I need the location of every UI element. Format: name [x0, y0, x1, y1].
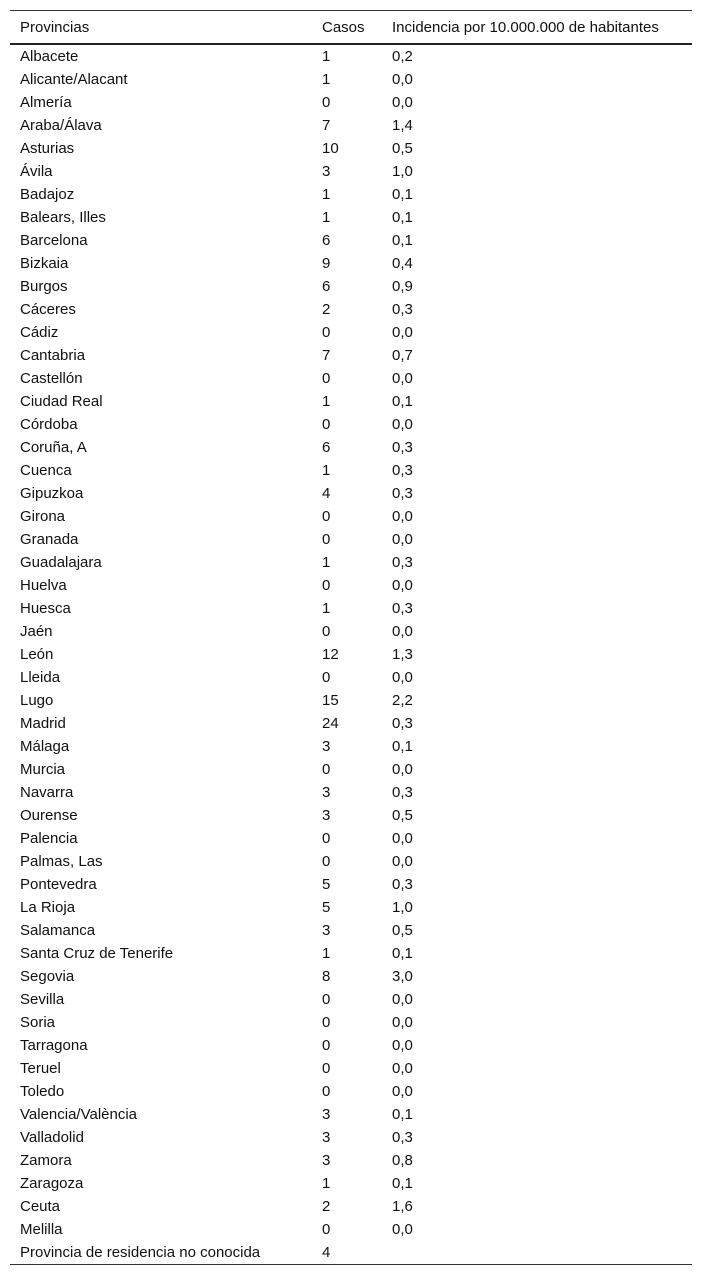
- cell-casos: 1: [322, 209, 331, 226]
- cell-incidencia: 0,1: [392, 209, 413, 226]
- cell-provincia: Soria: [20, 1014, 56, 1031]
- data-table-container: [10, 10, 692, 1265]
- table-row: [10, 574, 692, 597]
- cell-casos: 6: [322, 439, 331, 456]
- cell-incidencia: 0,0: [392, 830, 413, 847]
- cell-incidencia: 0,1: [392, 1106, 413, 1123]
- cell-incidencia: 0,8: [392, 1152, 413, 1169]
- cell-casos: 5: [322, 899, 331, 916]
- cell-casos: 0: [322, 370, 331, 387]
- cell-casos: 15: [322, 692, 339, 709]
- cell-provincia: Málaga: [20, 738, 70, 755]
- cell-casos: 0: [322, 94, 331, 111]
- cell-casos: 1: [322, 462, 331, 479]
- table-row: [10, 1034, 692, 1057]
- cell-casos: 1: [322, 71, 331, 88]
- cell-casos: 3: [322, 784, 331, 801]
- cell-provincia: León: [20, 646, 54, 663]
- table-row: [10, 1195, 692, 1218]
- cell-incidencia: 0,3: [392, 439, 413, 456]
- cell-casos: 9: [322, 255, 331, 272]
- cell-casos: 0: [322, 324, 331, 341]
- table-row: [10, 1218, 692, 1241]
- cell-incidencia: 0,0: [392, 508, 413, 525]
- cell-casos: 7: [322, 117, 331, 134]
- cell-incidencia: 0,0: [392, 324, 413, 341]
- cell-provincia: Valladolid: [20, 1129, 84, 1146]
- table-row: [10, 298, 692, 321]
- cell-incidencia: 0,0: [392, 761, 413, 778]
- cell-incidencia: 2,2: [392, 692, 413, 709]
- table-row: [10, 44, 692, 68]
- cell-casos: 0: [322, 508, 331, 525]
- cell-incidencia: 1,3: [392, 646, 413, 663]
- cell-casos: 5: [322, 876, 331, 893]
- cell-provincia: Ávila: [20, 163, 53, 180]
- cell-incidencia: 0,3: [392, 715, 413, 732]
- cell-provincia: Murcia: [20, 761, 66, 778]
- cell-incidencia: 0,5: [392, 807, 413, 824]
- cell-incidencia: 0,0: [392, 1221, 413, 1238]
- table-row: [10, 666, 692, 689]
- cell-provincia: Segovia: [20, 968, 75, 985]
- cell-incidencia: 0,0: [392, 94, 413, 111]
- cell-provincia: Jaén: [20, 623, 53, 640]
- cell-casos: 0: [322, 577, 331, 594]
- table-row: [10, 988, 692, 1011]
- table-row: [10, 873, 692, 896]
- cell-provincia: Santa Cruz de Tenerife: [20, 945, 174, 962]
- cell-provincia: Bizkaia: [20, 255, 69, 272]
- cell-incidencia: 1,6: [392, 1198, 413, 1215]
- table-row: [10, 229, 692, 252]
- cell-casos: 6: [322, 278, 331, 295]
- cell-provincia: Ceuta: [20, 1198, 61, 1215]
- table-body: [10, 44, 692, 1265]
- table-row: [10, 344, 692, 367]
- table-row: [10, 1241, 692, 1265]
- cell-provincia: Huesca: [20, 600, 71, 617]
- cell-casos: 0: [322, 531, 331, 548]
- table-row: [10, 183, 692, 206]
- cell-incidencia: 1,0: [392, 163, 413, 180]
- cell-incidencia: 0,1: [392, 186, 413, 203]
- cell-incidencia: 0,2: [392, 48, 413, 65]
- cell-casos: 3: [322, 1152, 331, 1169]
- table-row: [10, 712, 692, 735]
- cell-casos: 6: [322, 232, 331, 249]
- cell-provincia: Cantabria: [20, 347, 86, 364]
- table-row: [10, 436, 692, 459]
- cell-provincia: Araba/Álava: [20, 117, 102, 134]
- cell-incidencia: 0,4: [392, 255, 413, 272]
- cell-casos: 1: [322, 393, 331, 410]
- cell-provincia: Coruña, A: [20, 439, 87, 456]
- table-row: [10, 643, 692, 666]
- table-row: [10, 551, 692, 574]
- cell-provincia: Girona: [20, 508, 66, 525]
- cell-casos: 0: [322, 1083, 331, 1100]
- cell-incidencia: 0,0: [392, 1014, 413, 1031]
- cell-provincia: Provincia de residencia no conocida: [10, 1241, 312, 1265]
- cell-provincia: Gipuzkoa: [20, 485, 84, 502]
- cell-provincia: Asturias: [20, 140, 75, 157]
- table-row: [10, 275, 692, 298]
- cell-incidencia: 0,1: [392, 393, 413, 410]
- table-row: [10, 1126, 692, 1149]
- cell-casos: 0: [322, 1037, 331, 1054]
- cell-casos: 3: [322, 1106, 331, 1123]
- cell-provincia: Burgos: [20, 278, 68, 295]
- cell-provincia: Valencia/València: [20, 1106, 138, 1123]
- cell-casos: 1: [322, 945, 331, 962]
- cell-casos: 0: [322, 830, 331, 847]
- cell-provincia: Palmas, Las: [20, 853, 103, 870]
- cell-provincia: Cádiz: [20, 324, 59, 341]
- table-row: [10, 919, 692, 942]
- table-row: [10, 827, 692, 850]
- cell-incidencia: 0,0: [392, 1037, 413, 1054]
- cell-casos: 0: [322, 669, 331, 686]
- cell-casos: 4: [322, 485, 331, 502]
- header-row: [10, 11, 692, 45]
- cell-incidencia: 1,4: [392, 117, 413, 134]
- cell-incidencia: 0,1: [392, 945, 413, 962]
- table-row: [10, 367, 692, 390]
- cell-provincia: Cuenca: [20, 462, 72, 479]
- table-row: [10, 413, 692, 436]
- cell-casos: 2: [322, 301, 331, 318]
- cell-provincia: Almería: [20, 94, 72, 111]
- cell-incidencia: 0,0: [392, 1060, 413, 1077]
- cell-provincia: Madrid: [20, 715, 66, 732]
- cell-provincia: Toledo: [20, 1083, 65, 1100]
- cell-provincia: Guadalajara: [20, 554, 102, 571]
- table-row: [10, 965, 692, 988]
- table-row: [10, 597, 692, 620]
- cell-incidencia: 0,0: [392, 416, 413, 433]
- cell-provincia: Granada: [20, 531, 79, 548]
- cell-incidencia: 0,3: [392, 1129, 413, 1146]
- cell-incidencia: 0,3: [392, 554, 413, 571]
- cell-provincia: Lleida: [20, 669, 61, 686]
- table-row: [10, 114, 692, 137]
- cell-incidencia: 1,0: [392, 899, 413, 916]
- cell-casos: 1: [322, 1175, 331, 1192]
- cell-casos: 7: [322, 347, 331, 364]
- cell-provincia: Navarra: [20, 784, 74, 801]
- table-row: [10, 1080, 692, 1103]
- cell-provincia: La Rioja: [20, 899, 76, 916]
- cell-casos: 0: [322, 1060, 331, 1077]
- table-row: [10, 1057, 692, 1080]
- cell-incidencia: 0,5: [392, 922, 413, 939]
- cell-provincia: Zamora: [20, 1152, 72, 1169]
- cell-casos: 1: [322, 186, 331, 203]
- provinces-table: [10, 10, 692, 1265]
- cell-casos: 3: [322, 738, 331, 755]
- cell-incidencia: 0,0: [392, 623, 413, 640]
- header-incidencia: Incidencia por 10.000.000 de habitantes: [382, 11, 692, 45]
- cell-incidencia: 0,3: [392, 462, 413, 479]
- cell-casos: 0: [322, 416, 331, 433]
- cell-incidencia: 0,3: [392, 301, 413, 318]
- cell-casos: 3: [322, 163, 331, 180]
- cell-incidencia: 0,9: [392, 278, 413, 295]
- cell-casos: 3: [322, 922, 331, 939]
- table-row: [10, 1149, 692, 1172]
- table-row: [10, 91, 692, 114]
- cell-casos: 1: [322, 48, 331, 65]
- table-row: [10, 252, 692, 275]
- cell-provincia: Sevilla: [20, 991, 65, 1008]
- header-provincias: Provincias: [10, 11, 312, 45]
- cell-incidencia: 0,0: [392, 531, 413, 548]
- cell-incidencia: 0,0: [392, 991, 413, 1008]
- cell-incidencia: 0,1: [392, 738, 413, 755]
- table-row: [10, 528, 692, 551]
- cell-casos: 0: [322, 991, 331, 1008]
- cell-casos: 3: [322, 807, 331, 824]
- cell-provincia: Balears, Illes: [20, 209, 106, 226]
- table-row: [10, 505, 692, 528]
- cell-casos: 0: [322, 1221, 331, 1238]
- table-header: [10, 11, 692, 45]
- cell-provincia: Ciudad Real: [20, 393, 103, 410]
- cell-provincia: Badajoz: [20, 186, 75, 203]
- table-row: [10, 804, 692, 827]
- table-row: [10, 689, 692, 712]
- cell-provincia: Palencia: [20, 830, 78, 847]
- cell-casos: 0: [322, 761, 331, 778]
- header-casos: Casos: [312, 11, 382, 45]
- table-row: [10, 390, 692, 413]
- cell-incidencia: 0,0: [392, 577, 413, 594]
- cell-casos: 10: [322, 140, 339, 157]
- table-row: [10, 1172, 692, 1195]
- cell-casos: 1: [322, 600, 331, 617]
- table-row: [10, 206, 692, 229]
- cell-provincia: Córdoba: [20, 416, 78, 433]
- cell-incidencia: 3,0: [392, 968, 413, 985]
- cell-incidencia: 0,0: [392, 669, 413, 686]
- cell-provincia: Zaragoza: [20, 1175, 84, 1192]
- cell-provincia: Melilla: [20, 1221, 63, 1238]
- cell-casos: 0: [322, 623, 331, 640]
- cell-provincia: Tarragona: [20, 1037, 88, 1054]
- table-row: [10, 482, 692, 505]
- cell-incidencia: 0,3: [392, 600, 413, 617]
- cell-casos: 24: [322, 715, 339, 732]
- table-row: [10, 1011, 692, 1034]
- cell-casos: 1: [322, 554, 331, 571]
- cell-provincia: Castellón: [20, 370, 83, 387]
- cell-casos: 4: [312, 1241, 382, 1265]
- table-row: [10, 758, 692, 781]
- cell-provincia: Teruel: [20, 1060, 61, 1077]
- cell-casos: 0: [322, 853, 331, 870]
- cell-incidencia: 0,0: [392, 370, 413, 387]
- table-row: [10, 620, 692, 643]
- cell-incidencia: 0,1: [392, 232, 413, 249]
- cell-provincia: Salamanca: [20, 922, 96, 939]
- cell-provincia: Pontevedra: [20, 876, 97, 893]
- cell-incidencia: 0,0: [392, 71, 413, 88]
- cell-provincia: Lugo: [20, 692, 54, 709]
- table-row: [10, 321, 692, 344]
- table-row: [10, 896, 692, 919]
- cell-provincia: Albacete: [20, 48, 79, 65]
- cell-incidencia: 0,7: [392, 347, 413, 364]
- table-row: [10, 459, 692, 482]
- table-row: [10, 850, 692, 873]
- cell-incidencia: 0,3: [392, 876, 413, 893]
- cell-casos: 3: [322, 1129, 331, 1146]
- table-row: [10, 735, 692, 758]
- table-row: [10, 1103, 692, 1126]
- cell-incidencia: 0,3: [392, 485, 413, 502]
- table-row: [10, 137, 692, 160]
- cell-incidencia: 0,0: [392, 853, 413, 870]
- cell-casos: 12: [322, 646, 339, 663]
- cell-casos: 8: [322, 968, 331, 985]
- cell-provincia: Ourense: [20, 807, 78, 824]
- cell-provincia: Cáceres: [20, 301, 76, 318]
- cell-incidencia: [382, 1241, 692, 1265]
- cell-incidencia: 0,3: [392, 784, 413, 801]
- cell-incidencia: 0,1: [392, 1175, 413, 1192]
- cell-provincia: Huelva: [20, 577, 67, 594]
- table-row: [10, 942, 692, 965]
- cell-provincia: Barcelona: [20, 232, 88, 249]
- cell-casos: 2: [322, 1198, 331, 1215]
- cell-casos: 0: [322, 1014, 331, 1031]
- cell-incidencia: 0,0: [392, 1083, 413, 1100]
- cell-provincia: Alicante/Alacant: [20, 71, 128, 88]
- table-row: [10, 68, 692, 91]
- table-row: [10, 160, 692, 183]
- table-row: [10, 781, 692, 804]
- cell-incidencia: 0,5: [392, 140, 413, 157]
